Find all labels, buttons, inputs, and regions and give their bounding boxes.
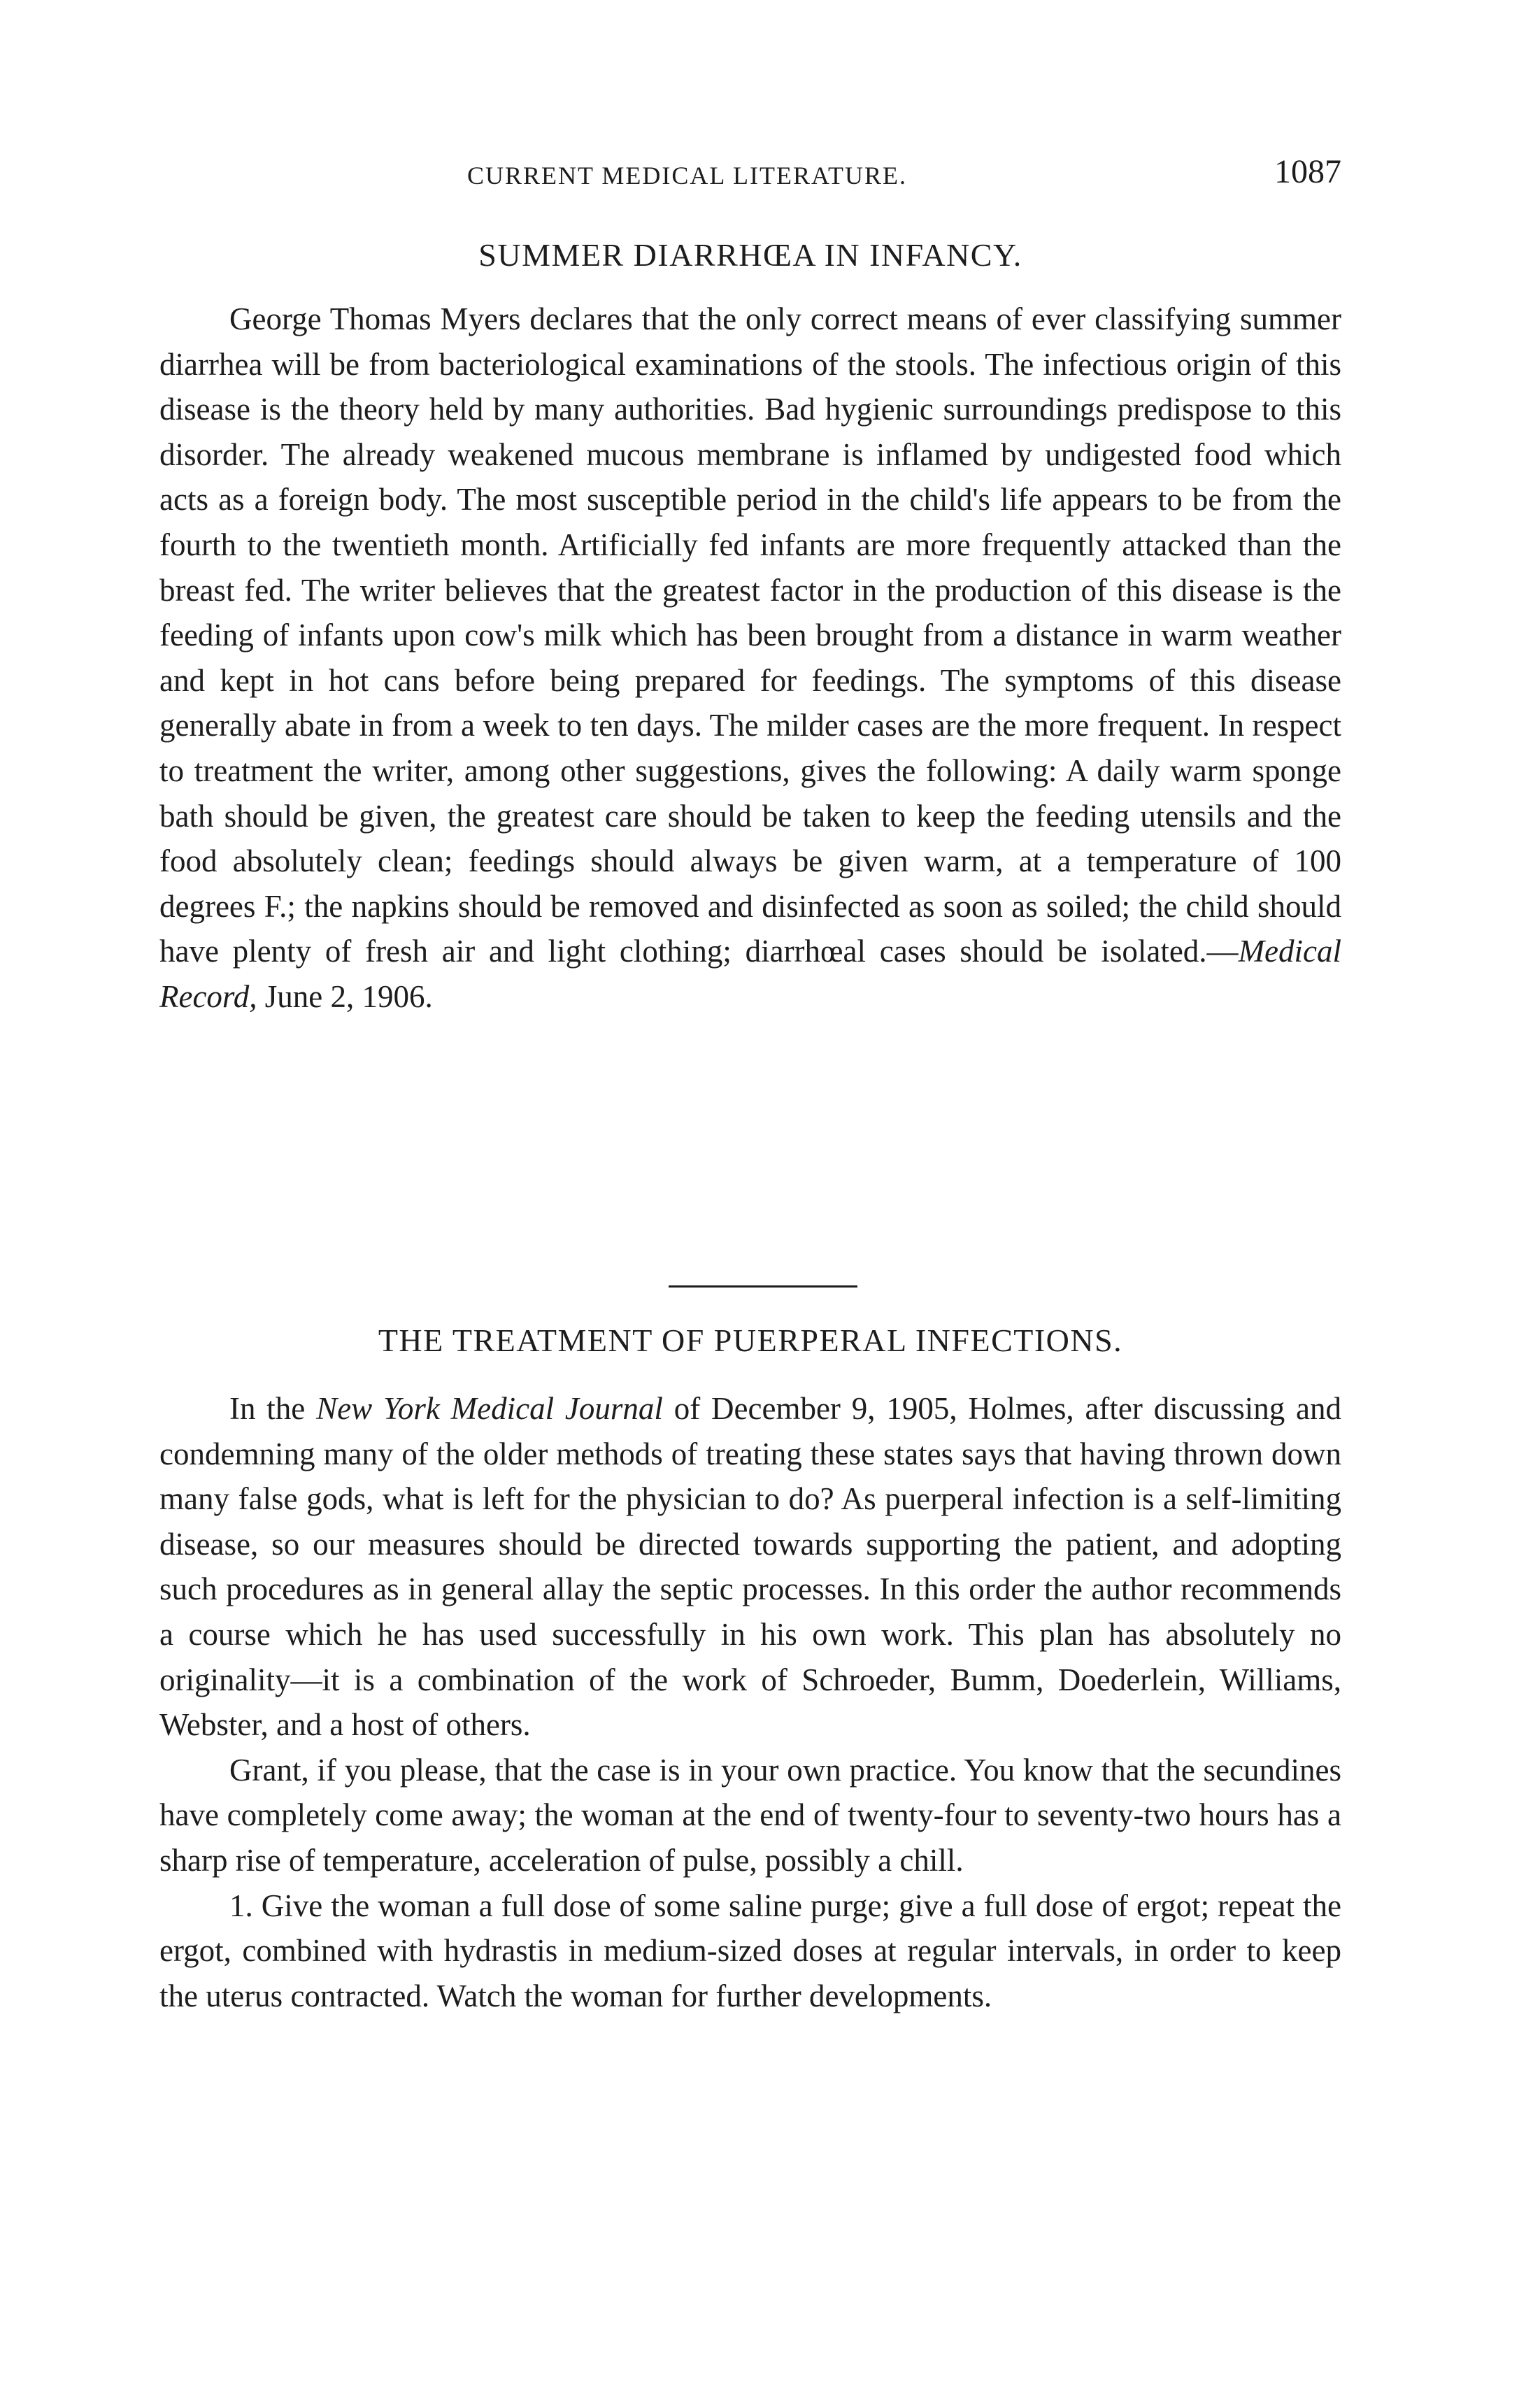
running-title: CURRENT MEDICAL LITERATURE. [467, 162, 907, 190]
citation-source: Medical Record, [159, 934, 1341, 1014]
paragraph-text: George Thomas Myers declares that the only correct means of ever classifying summer diarrhea will be from bacteriological examinations of the stools. The infectious origin of this disease is the theory held by many authorities. Bad hygienic surroundings predispose to this disorder. The already weakened mucous membrane is inflamed by undigested food which acts as a foreign body. The most susceptible period in the child's life appears to be from the fourth to the twentieth month. Artificially fed infants are more frequently attacked than the breast fed. The writer believes that the greatest factor in the production of this disease is the feeding of infants upon cow's milk which has been brought from a distance in warm weather and kept in hot cans before being prepared for feedings. The symptoms of this disease generally abate in from a week to ten days. The milder cases are the more frequent. In respect to treatment the writer, among other suggestions, gives the following: A daily warm sponge bath should be given, the greatest care should be taken to keep the feeding utensils and the food absolutely clean; feedings should always be given warm, at a temperature of 100 degrees F.; the napkins should be removed and disinfected as soon as soiled; the child should have plenty of fresh air and light clothing; diarrhœal cases should be isolated.— [159, 301, 1341, 969]
section-body-summer-diarrhoea [159, 297, 1341, 1020]
paragraph-text: of December 9, 1905, Holmes, after discussing and condemning many of the older methods of treating these states says that having thrown down many false gods, what is left for the physician to do? As puerperal infection is a self-limiting disease, so our measures should be directed towards supporting the patient, and adopting such procedures as in general allay the septic processes. In this order the author recommends a course which he has used successfully in his own work. This plan has absolutely no originality—it is a combination of the work of Schroeder, Bumm, Doederlein, Williams, Webster, and a host of others. [159, 1391, 1342, 1743]
running-head [159, 152, 1341, 201]
paragraph: 1. Give the woman a full dose of some saline purge; give a full dose of ergot; repeat the ergot, combined with hydrastis in medium-sized doses at regular intervals, in order to keep the uterus contracted. Watch the woman for further developments. [159, 1888, 1341, 2013]
section-body-puerperal-infections [159, 1386, 1341, 2018]
paragraph [159, 1386, 1341, 1748]
paragraph [159, 297, 1341, 1020]
journal-title: New York Medical Journal [316, 1391, 663, 1426]
citation-date: June 2, 1906. [264, 978, 433, 1014]
section-title-summer-diarrhoea: SUMMER DIARRHŒA IN INFANCY. [478, 237, 1022, 273]
page-number: 1087 [1274, 153, 1341, 190]
section-title-puerperal-infections: THE TREATMENT OF PUERPERAL INFECTIONS. [378, 1322, 1123, 1358]
paragraph-lead: In the [229, 1391, 306, 1426]
section-divider [669, 1285, 857, 1288]
paragraph: Grant, if you please, that the case is in your own practice. You know that the secundines have completely come away; the woman at the end of twenty-four to seventy-two hours has a sharp rise of temperature, acceleration of pulse, possibly a chill. [159, 1752, 1341, 1878]
